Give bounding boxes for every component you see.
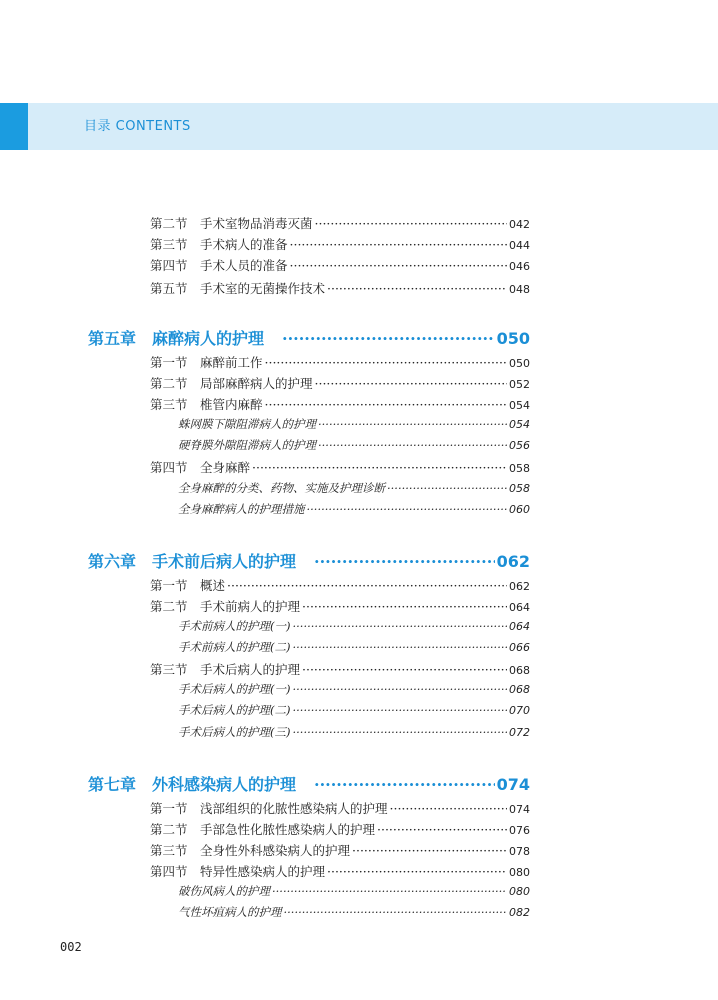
toc-page-number: 056 [509,439,530,452]
dot-leader [292,619,507,633]
toc-chapter[interactable] [88,549,530,572]
dot-leader [327,281,507,296]
toc-page-number: 068 [509,664,530,677]
dot-leader [292,725,507,739]
toc-entry-title: 第四节 手术人员的准备 [150,258,288,273]
toc-entry-title: 第三节 手术后病人的护理 [150,662,301,677]
toc-entry-title: 第一节 概述 [150,578,226,593]
dot-leader [314,552,495,571]
toc-entry-title: 手术后病人的护理(一) [178,682,291,696]
toc-entry-title: 第二节 手部急性化脓性感染病人的护理 [150,822,376,837]
toc-entry-title: 第七章 外科感染病人的护理 [88,775,313,794]
toc-subsection[interactable] [178,618,530,634]
dot-leader [318,438,507,452]
toc-subsection[interactable] [178,702,530,718]
toc-section[interactable] [150,820,530,838]
toc-section[interactable] [150,256,530,274]
toc-page-number: 080 [509,866,530,879]
toc-entry-title: 硬脊膜外隙阻滞病人的护理 [178,438,316,452]
toc-entry-title: 手术后病人的护理(二) [178,703,291,717]
toc-entry-title: 第四节 全身麻醉 [150,460,251,475]
toc-page-number: 042 [509,218,530,231]
toc-entry-title: 第二节 局部麻醉病人的护理 [150,376,313,391]
dot-leader [282,329,495,348]
toc-page-number: 062 [509,580,530,593]
toc-entry-title: 全身麻醉的分类、药物、实施及护理诊断 [178,481,385,495]
toc-entry-title: 气性坏疽病人的护理 [178,905,282,919]
toc-section[interactable] [150,279,530,297]
toc-subsection[interactable] [178,480,530,496]
header-accent-tab [0,103,28,150]
toc-section[interactable] [150,353,530,371]
dot-leader [292,640,507,654]
toc-page-number: 048 [509,283,530,296]
toc-subsection[interactable] [178,501,530,517]
dot-leader [390,801,507,816]
dot-leader [387,481,507,495]
page-title: 目录 CONTENTS [84,119,191,134]
dot-leader [302,599,507,614]
dot-leader [352,843,507,858]
dot-leader [314,775,495,794]
toc-page-number: 058 [509,482,530,495]
toc-section[interactable] [150,841,530,859]
dot-leader [227,578,507,593]
toc-page-number: 060 [509,503,530,516]
toc-page-number: 052 [509,378,530,391]
toc-entry-title: 第三节 椎管内麻醉 [150,397,263,412]
toc-page-number: 064 [509,601,530,614]
toc-entry-title: 第三节 手术病人的准备 [150,237,288,252]
toc-entry-title: 第五节 手术室的无菌操作技术 [150,281,326,296]
toc-page-number: 070 [509,704,530,717]
toc-page-number: 082 [509,906,530,919]
toc-entry-title: 第五章 麻醉病人的护理 [88,329,281,348]
toc-entry-title: 全身麻醉病人的护理措施 [178,502,305,516]
toc-entry-title: 第二节 手术室物品消毒灭菌 [150,216,313,231]
toc-chapter[interactable] [88,326,530,349]
toc-entry-title: 第三节 全身性外科感染病人的护理 [150,843,351,858]
toc-entry-title: 第六章 手术前后病人的护理 [88,552,313,571]
toc-page-number: 062 [496,552,530,571]
toc-page-number: 050 [496,329,530,348]
toc-chapter[interactable] [88,772,530,795]
toc-subsection[interactable] [178,724,530,740]
toc-entry-title: 第二节 手术前病人的护理 [150,599,301,614]
dot-leader [272,884,507,898]
toc-section[interactable] [150,597,530,615]
toc-entry-title: 破伤风病人的护理 [178,884,270,898]
dot-leader [302,662,507,677]
toc-page-number: 054 [509,399,530,412]
toc-entry-title: 手术后病人的护理(三) [178,725,291,739]
toc-section[interactable] [150,660,530,678]
toc-subsection[interactable] [178,437,530,453]
toc-entry-title: 第一节 浅部组织的化脓性感染病人的护理 [150,801,388,816]
toc-section[interactable] [150,214,530,232]
dot-leader [290,258,507,273]
dot-leader [307,502,508,516]
toc-entry-title: 手术前病人的护理(一) [178,619,291,633]
toc-subsection[interactable] [178,883,530,899]
toc-section[interactable] [150,799,530,817]
toc-subsection[interactable] [178,416,530,432]
toc-subsection[interactable] [178,681,530,697]
toc-section[interactable] [150,862,530,880]
dot-leader [315,216,507,231]
dot-leader [327,864,507,879]
toc-page-number: 066 [509,641,530,654]
toc-page-number: 054 [509,418,530,431]
toc-section[interactable] [150,458,530,476]
toc-page-number: 050 [509,357,530,370]
toc-page-number: 064 [509,620,530,633]
toc-page-number: 078 [509,845,530,858]
toc-entry-title: 第一节 麻醉前工作 [150,355,263,370]
toc-page-number: 044 [509,239,530,252]
toc-entry-title: 第四节 特异性感染病人的护理 [150,864,326,879]
dot-leader [265,355,507,370]
toc-section[interactable] [150,235,530,253]
toc-page-number: 046 [509,260,530,273]
dot-leader [292,682,507,696]
dot-leader [377,822,507,837]
page-number: 002 [60,940,82,954]
toc-page-number: 076 [509,824,530,837]
toc-section[interactable] [150,576,530,594]
dot-leader [284,905,508,919]
dot-leader [292,703,507,717]
toc-subsection[interactable] [178,639,530,655]
toc-page-number: 080 [509,885,530,898]
toc-page-number: 074 [509,803,530,816]
dot-leader [290,237,507,252]
toc-entry-title: 手术前病人的护理(二) [178,640,291,654]
toc-section[interactable] [150,395,530,413]
dot-leader [315,376,507,391]
toc-page-number: 074 [496,775,530,794]
toc-entry-title: 蛛网膜下隙阻滞病人的护理 [178,417,316,431]
toc-subsection[interactable] [178,904,530,920]
toc-page-number: 068 [509,683,530,696]
dot-leader [265,397,507,412]
toc-section[interactable] [150,374,530,392]
dot-leader [252,460,507,475]
toc-page-number: 072 [509,726,530,739]
dot-leader [318,417,507,431]
toc-page-number: 058 [509,462,530,475]
